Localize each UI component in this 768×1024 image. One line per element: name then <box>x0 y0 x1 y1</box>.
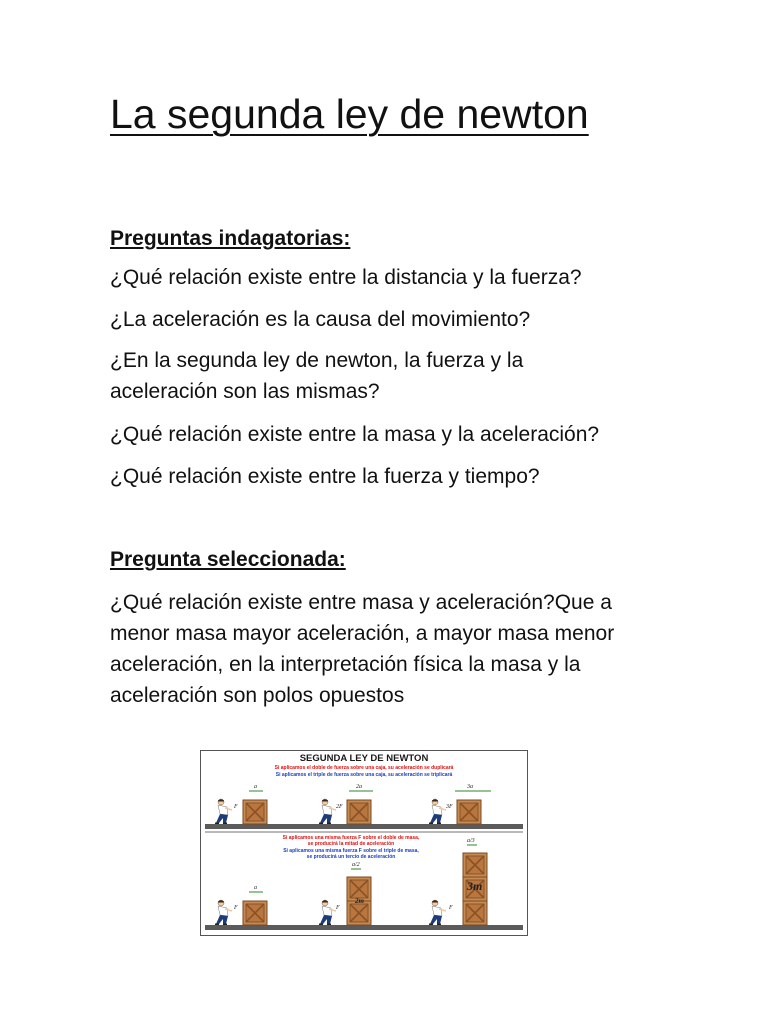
selected-question-answer: ¿Qué relación existe entre masa y aceleración?Que a menor masa mayor aceleración, a mayor masa menor aceleración, en la interpretación física la masa y la aceleración son polos opuestos <box>110 591 615 707</box>
question-5: ¿Qué relación existe entre la fuerza y tiempo? <box>110 465 540 488</box>
question-1: ¿Qué relación existe entre la distancia y la fuerza? <box>110 266 582 289</box>
person-icon <box>215 799 232 824</box>
section-heading-seleccionada: Pregunta seleccionada: <box>110 548 346 571</box>
illustration-svg <box>201 751 527 935</box>
accel-label: 2a <box>356 784 362 790</box>
figure-top-line-2: Si aplicamos el triple de fuerza sobre una caja, su aceleración se triplicará <box>275 772 453 778</box>
figure-bottom-line-2: se producirá la mitad de aceleración <box>307 841 395 847</box>
crate-icon <box>243 800 267 824</box>
mass-label: 3m <box>467 879 483 893</box>
person-icon <box>319 900 336 925</box>
accel-label: a/2 <box>352 862 360 868</box>
crate-icon <box>457 800 481 824</box>
figure-bottom-line-1: Si aplicamos una misma fuerza F sobre el doble de masa, <box>282 835 420 841</box>
figure-bottom-line-3: Si aplicamos una misma fuerza F sobre el triple de masa, <box>283 848 419 854</box>
floor-top <box>205 824 523 829</box>
figure-title: SEGUNDA LEY DE NEWTON <box>299 753 429 764</box>
figure-bottom-line-4: se producirá un tercio de aceleración <box>306 854 396 860</box>
person-icon <box>215 900 232 925</box>
newton-second-law-illustration <box>200 750 528 936</box>
section-heading-preguntas: Preguntas indagatorias: <box>110 227 351 250</box>
person-icon <box>429 900 446 925</box>
figure-top-line-1: Si aplicamos el doble de fuerza sobre una caja, su aceleración se duplicará <box>274 765 454 771</box>
force-label: F <box>234 905 238 911</box>
force-label: F <box>449 905 453 911</box>
person-icon <box>429 799 446 824</box>
mass-label: 2m <box>355 897 364 905</box>
accel-label: a <box>254 784 257 790</box>
question-3: ¿En la segunda ley de newton, la fuerza y la aceleración son las mismas? <box>110 349 524 403</box>
person-icon <box>319 799 336 824</box>
accel-label: a/3 <box>467 838 475 844</box>
floor-bottom <box>205 925 523 930</box>
crate-icon <box>347 800 371 824</box>
accel-label: a <box>254 885 257 891</box>
question-2: ¿La aceleración es la causa del movimiento? <box>110 308 531 331</box>
force-label: F <box>336 905 340 911</box>
question-4: ¿Qué relación existe entre la masa y la aceleración? <box>110 423 600 446</box>
force-label: 3F <box>446 804 453 810</box>
crate-icon <box>243 901 267 925</box>
document-title: La segunda ley de newton <box>110 91 589 137</box>
force-label: 2F <box>336 804 343 810</box>
accel-label: 3a <box>467 784 473 790</box>
force-label: F <box>234 804 238 810</box>
